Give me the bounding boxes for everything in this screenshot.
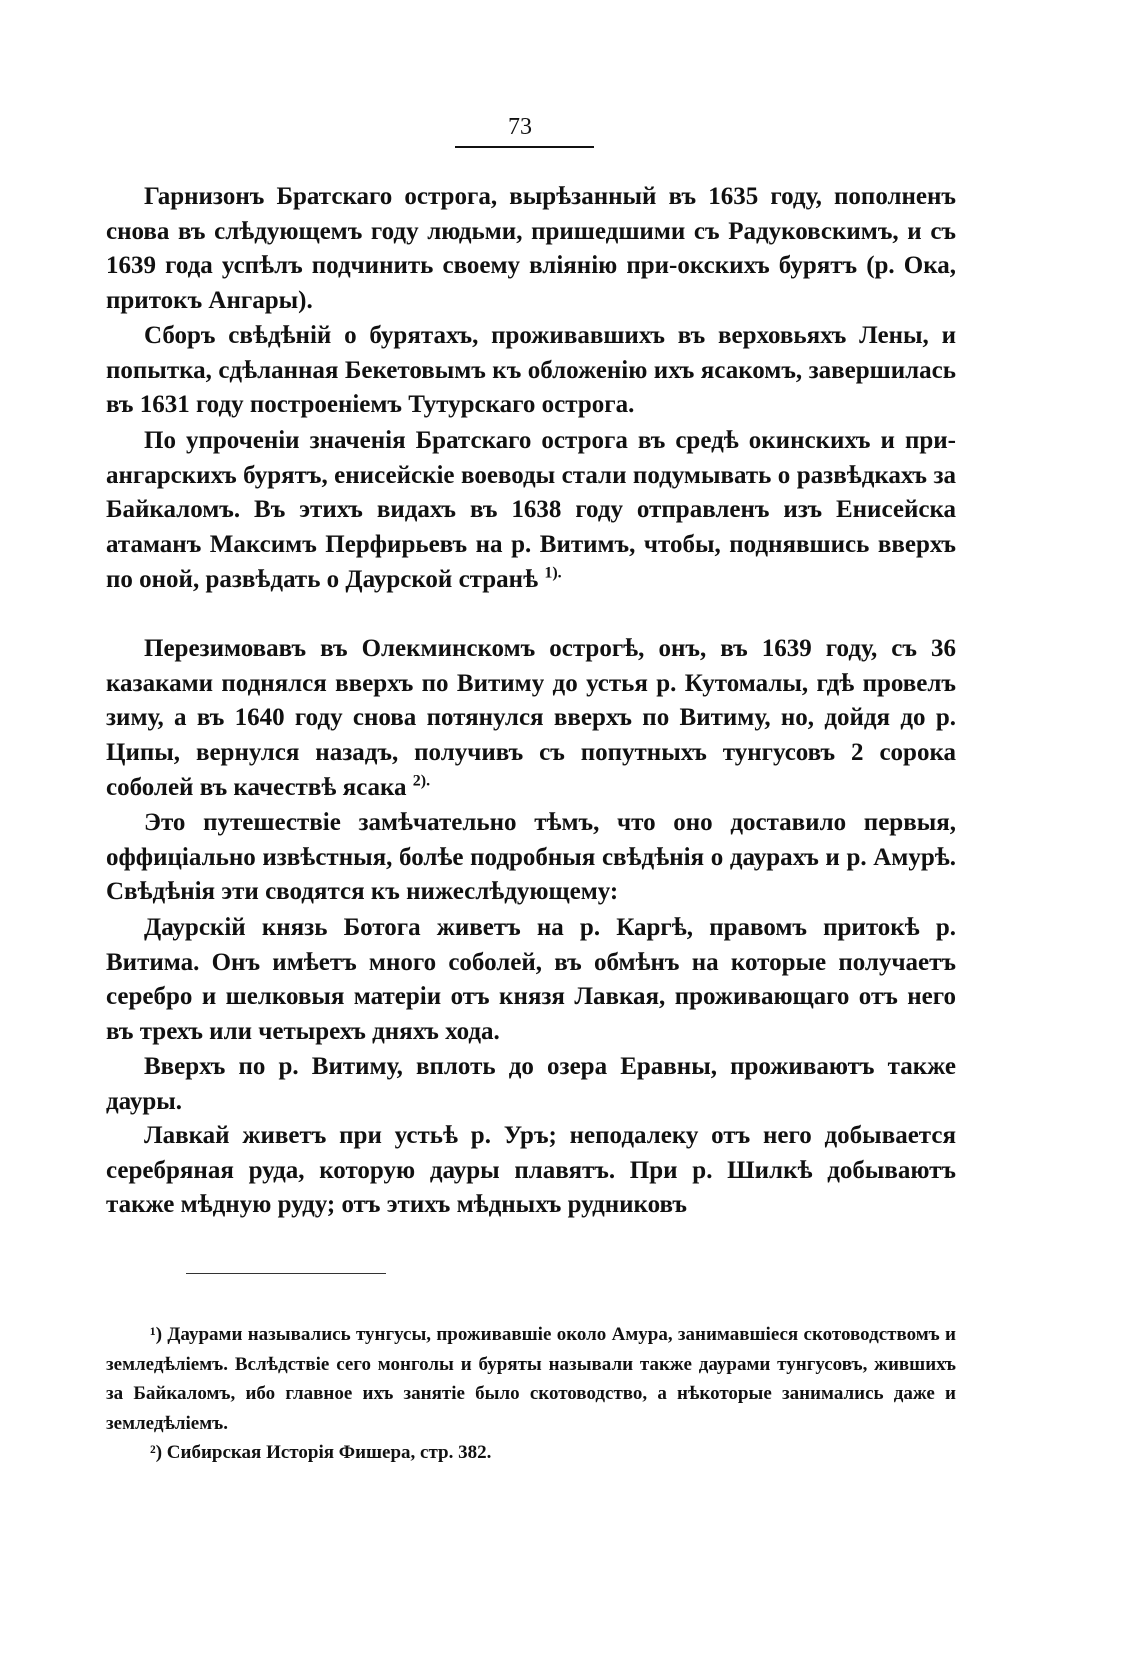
footnote-marker: ²) [150,1442,163,1463]
paragraph: Сборъ свѣдѣній о бурятахъ, проживавшихъ въ верховьяхъ Лены, и попытка, сдѣланная Бекетовымъ къ обложенію ихъ ясакомъ, завершилась въ 1631 году построеніемъ Тутурскаго острога. [106,322,956,419]
paragraph: Лавкай живетъ при устьѣ р. Уръ; неподалеку отъ него добывается серебряная руда, которую дауры плавятъ. При р. Шилкѣ добываютъ также мѣдную руду; отъ этихъ мѣдныхъ рудниковъ [106,1122,956,1219]
footnote-marker: ¹) [150,1324,163,1345]
paragraph [106,632,956,806]
paragraph: Гарнизонъ Братскаго острога, вырѣзанный въ 1635 году, пополненъ снова въ слѣдующемъ году людьми, пришедшими съ Радуковскимъ, и съ 1639 года успѣлъ подчинить своему вліянію при-окскихъ бурятъ (р. Ока, притокъ Ангары). [106,183,956,315]
paragraph-text: По упроченіи значенія Братскаго острога въ средѣ окинскихъ и при-ангарскихъ бурятъ, енисейскіе воеводы стали подумывать о развѣдкахъ за Байкаломъ. Въ этихъ видахъ въ 1638 году отправленъ изъ Енисейска атаманъ Максимъ Перфирьевъ на р. Витимъ, чтобы, поднявшись вверхъ по оной, развѣдать о Даурской странѣ [106,427,956,593]
footnote-text: Сибирская Исторія Фишера, стр. 382. [166,1442,492,1463]
paragraph: Вверхъ по р. Витиму, вплоть до озера Еравны, проживаютъ также дауры. [106,1053,956,1115]
paragraph: Даурскій князь Ботога живетъ на р. Каргѣ, правомъ притокѣ р. Витима. Онъ имѣетъ много соболей, въ обмѣнъ на которые получаетъ серебро и шелковыя матеріи отъ князя Лавкая, проживающаго отъ него въ трехъ или четырехъ дняхъ хода. [106,914,956,1046]
paragraph-text: Перезимовавъ въ Олекминскомъ острогѣ, онъ, въ 1639 году, съ 36 казаками поднялся вверхъ по Витиму до устья р. Кутомалы, гдѣ провелъ зиму, а въ 1640 году снова потянулся вверхъ по Витиму, но, дойдя до р. Ципы, вернулся назадъ, получивъ съ попутныхъ тунгусовъ 2 сорока соболей въ качествѣ ясака [106,635,956,801]
main-text [106,180,956,1223]
paragraph: Это путешествіе замѣчательно тѣмъ, что оно доставило первыя, оффиціально извѣстныя, болѣе подробныя свѣдѣнія о даурахъ и р. Амурѣ. Свѣдѣнія эти сводятся къ нижеслѣдующему: [106,809,956,906]
footnotes [106,1320,956,1468]
footnote-ref-1: 1). [544,564,562,582]
page-number-rule [455,146,594,148]
footnote-ref-2: 2). [412,772,431,790]
footnote-text: Даурами назывались тунгусы, проживавшіе около Амура, занимавшіеся скотоводствомъ и земледѣліемъ. Вслѣдствіе сего монголы и буряты называли также даурами тунгусовъ, жившихъ за Байкаломъ, ибо главное ихъ занятіе было скотоводство, а нѣкоторые занимались даже и земледѣліемъ. [106,1324,956,1434]
footnote-1 [106,1320,956,1438]
footnote-separator [186,1273,386,1274]
paragraph [106,424,956,632]
footnote-2 [106,1438,956,1468]
page-number: 73 [508,114,532,140]
